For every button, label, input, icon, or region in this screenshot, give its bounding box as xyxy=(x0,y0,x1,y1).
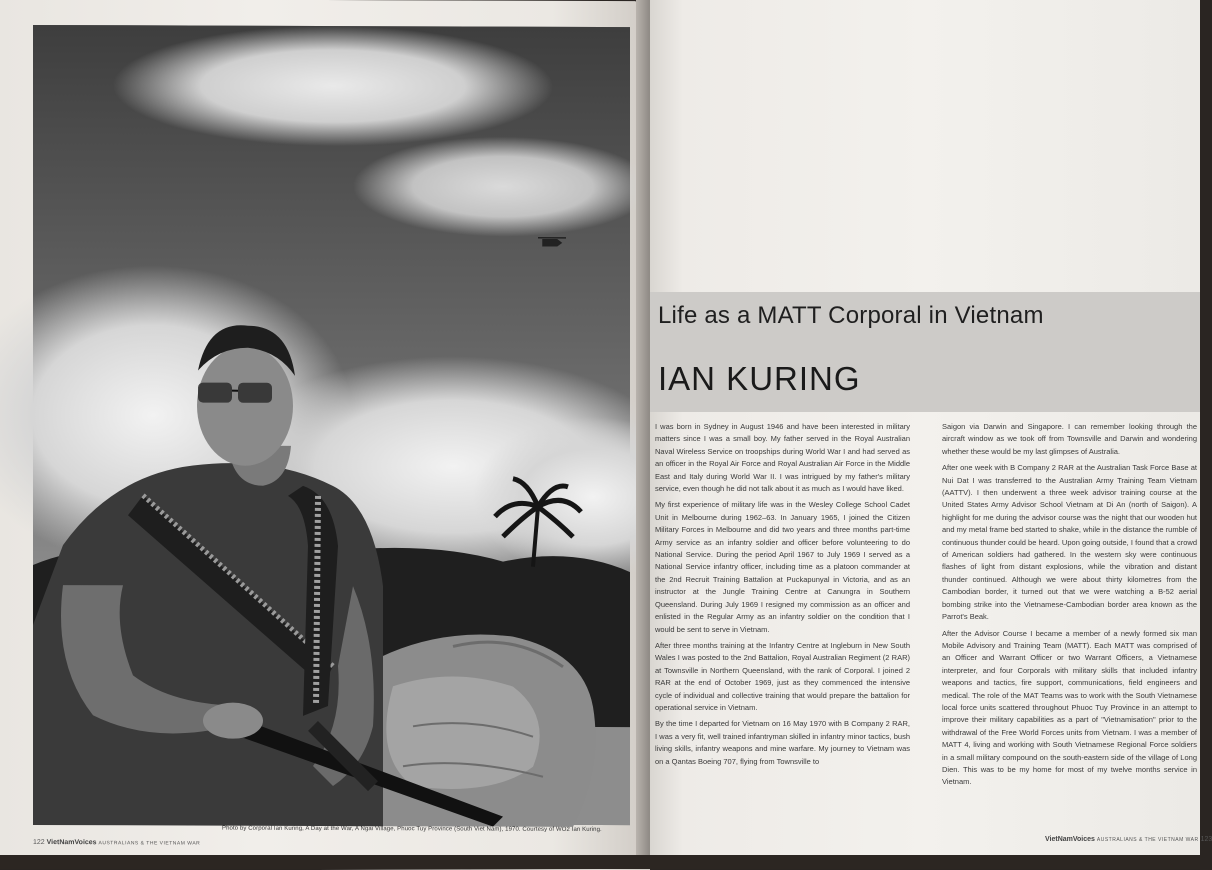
text-column-2 xyxy=(942,421,1197,841)
photo-caption: Photo by Corporal Ian Kuring, A Day at the War, A Ngai Village, Phuoc Tuy Province (South Viet Nam), 1970. Courtesy of WO2 Ian Kuring. xyxy=(222,826,622,833)
page-number: 123 xyxy=(1201,836,1212,843)
right-page xyxy=(650,0,1200,869)
publication-title: VietNamVoices xyxy=(47,839,97,846)
paragraph: My first experience of military life was in the Wesley College School Cadet Unit in Melbourne during 1962–63. In January 1965, I joined the Citizen Military Forces in Melbourne and did two years and three months part-time Army service as an infantry soldier and officer before volunteering to do National Service. During the period April 1967 to July 1969 I served as a National Service infantry officer, including time as a platoon commander at the 2nd Recruit Training Battalion at Puckapunyal in Victoria, and as an instructor at the Jungle Training Centre at Canungra in Southern Queensland. During July 1969 I resigned my commission as an officer and enlisted in the Regular Army as an infantry soldier on the condition that I would be sent to serve in Vietnam. xyxy=(655,499,910,635)
page-number: 122 xyxy=(33,839,45,846)
publication-title: VietNamVoices xyxy=(1045,836,1095,843)
folio-left xyxy=(33,839,200,847)
paragraph: After one week with B Company 2 RAR at the Australian Task Force Base at Nui Dat I was transferred to the Australian Army Training Team Vietnam (AATTV). I then underwent a three week advisor training course at the United States Army Advisor School Vietnam at Di An (north of Saigon). A highlight for me during the advisor course was the night that our wooden hut and my metal frame bed started to shake, while in the distance the rumble of continuous thunder could be heard. Upon going outside, I found that a crowd of American soldiers had gathered. In the western sky were continuous flashes of light from distant explosions, while the vibration and distant thunder continued. Although we were about thirty kilometres from the Cambodian border, it turned out that we were watching a B-52 aerial bombing strike into the Vietnamese-Cambodian border area known as the Parrot's Beak. xyxy=(942,462,1197,623)
paragraph: I was born in Sydney in August 1946 and have been interested in military matters since I was a small boy. My father served in the Royal Australian Naval Wireless Service on troopships during World War I and had served as an officer in the Royal Air Force and Royal Australian Air Force in the Middle East and Italy during World War II. I was intrigued by my father's military service, even though he did not talk about it as much as I would have liked. xyxy=(655,421,910,495)
paragraph: Saigon via Darwin and Singapore. I can remember looking through the aircraft window as we took off from Townsville and Darwin and wondering whether these would be my last glimpses of Australia. xyxy=(942,421,1197,458)
paragraph: After three months training at the Infantry Centre at Ingleburn in New South Wales I was posted to the 2nd Battalion, Royal Australian Regiment (2 RAR) at Townsville in Northern Queensland, with the rank of Corporal. I joined 2 RAR at the end of October 1969, just as they commenced the intensive cycle of individual and collective training that would prepare the battalion for operational service in Vietnam. xyxy=(655,640,910,714)
publication-subtitle: AUSTRALIANS & THE VIETNAM WAR xyxy=(99,840,201,846)
paragraph: After the Advisor Course I became a member of a newly formed six man Mobile Advisory and Training Team (MATT). Each MATT was comprised of an Officer and Warrant Officer or two Warrant Officers, a Vietnamese interpreter, and four Corporals with military skills that included infantry weapons and tactics, fire support, communications, field engineers and medical. The role of the MAT Teams was to work with the South Vietnamese local force units scattered throughout Phuoc Tuy Province in an attempt to improve their military capabilities as a part of "Vietnamisation" prior to the withdrawal of the Free World Forces units from Vietnam. I was a member of MATT 4, living and working with South Vietnamese Regional Force soldiers in a small military compound on the south-eastern side of the village of Long Dien. This was to be my home for most of my twelve months service in Vietnam. xyxy=(942,628,1197,789)
photo-soldier-with-machine-gun xyxy=(33,25,630,825)
article-author: IAN KURING xyxy=(658,360,861,398)
publication-subtitle: AUSTRALIANS & THE VIETNAM WAR xyxy=(1097,837,1199,843)
text-column-1 xyxy=(655,421,910,851)
article-subtitle: Life as a MATT Corporal in Vietnam xyxy=(658,302,1044,330)
photo-illustration xyxy=(33,25,630,825)
folio-right xyxy=(1045,836,1212,843)
table-surface xyxy=(0,855,1200,869)
paragraph: By the time I departed for Vietnam on 16 May 1970 with B Company 2 RAR, I was a very fit, well trained infantryman skilled in infantry minor tactics, bush living skills, infantry weapons and mine warfare. My journey to Vietnam was on a Qantas Boeing 707, flying from Townsville to xyxy=(655,718,910,768)
